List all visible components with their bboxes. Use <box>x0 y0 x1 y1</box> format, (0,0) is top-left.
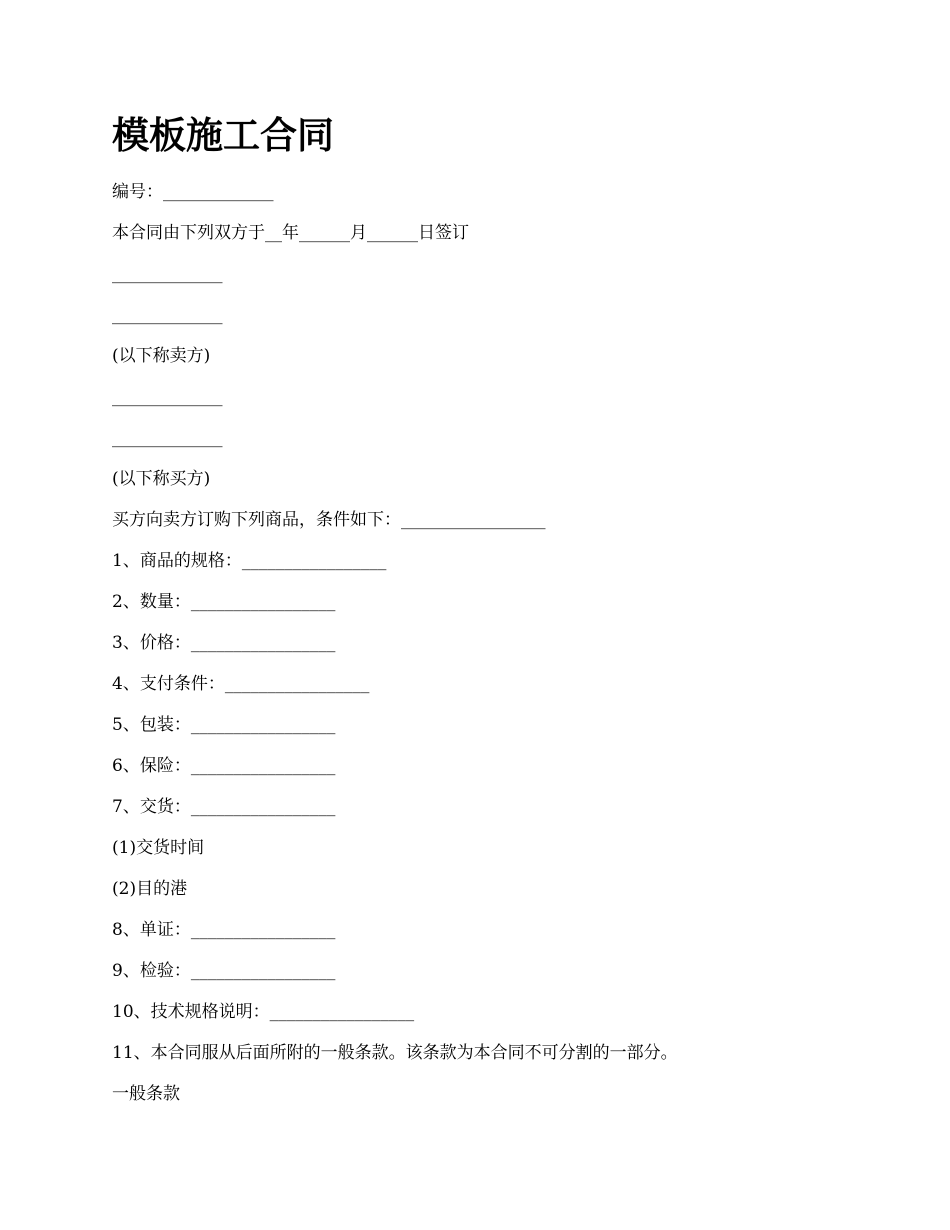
document-title: 模板施工合同 <box>112 114 334 157</box>
clause-documents: 8、单证：_________________ <box>112 920 336 940</box>
document-body <box>112 178 852 1121</box>
buyer-label: (以下称买方) <box>112 469 211 489</box>
clause-technical-spec: 10、技术规格说明：_________________ <box>112 1002 415 1022</box>
order-intro-line: 买方向卖方订购下列商品，条件如下：_________________ <box>112 510 546 530</box>
clause-price: 3、价格：_________________ <box>112 633 336 653</box>
destination-port-item: (2)目的港 <box>112 879 188 899</box>
delivery-time-item: (1)交货时间 <box>112 838 205 858</box>
clause-packaging: 5、包装：_________________ <box>112 715 336 735</box>
clause-insurance: 6、保险：_________________ <box>112 756 336 776</box>
clause-payment-terms: 4、支付条件：_________________ <box>112 674 370 694</box>
seller-blank-line-1: _____________ <box>112 264 223 284</box>
buyer-blank-line-1: _____________ <box>112 387 223 407</box>
clause-quantity: 2、数量：_________________ <box>112 592 336 612</box>
contract-number-line: 编号：_____________ <box>112 182 274 202</box>
clause-delivery: 7、交货：_________________ <box>112 797 336 817</box>
seller-label: (以下称卖方) <box>112 346 211 366</box>
clause-general-terms: 11、本合同服从后面所附的一般条款。该条款为本合同不可分割的一部分。 <box>112 1043 678 1063</box>
signing-date-line: 本合同由下列双方于__年______月______日签订 <box>112 223 469 243</box>
general-terms-heading: 一般条款 <box>112 1084 180 1104</box>
buyer-blank-line-2: _____________ <box>112 428 223 448</box>
clause-specification: 1、商品的规格：_________________ <box>112 551 387 571</box>
clause-inspection: 9、检验：_________________ <box>112 961 336 981</box>
seller-blank-line-2: _____________ <box>112 305 223 325</box>
